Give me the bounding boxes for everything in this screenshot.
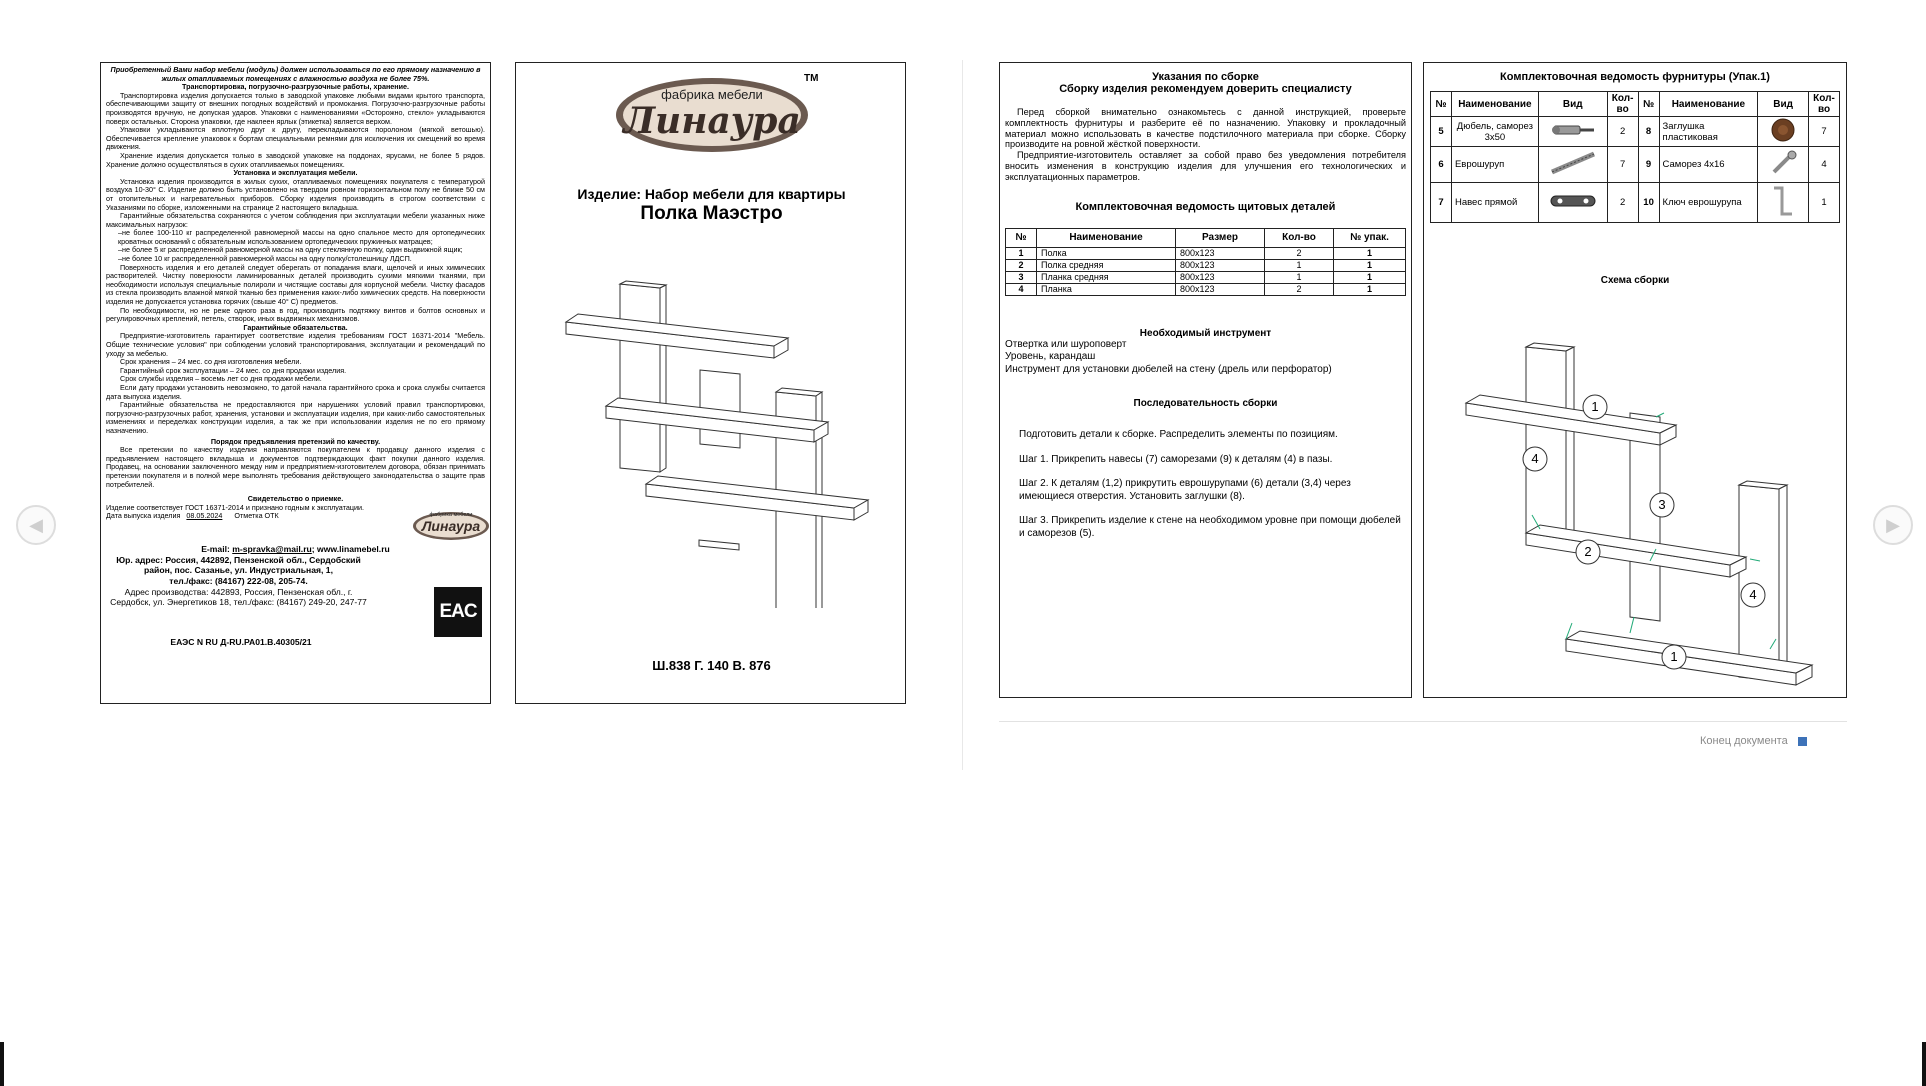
col-header: Размер bbox=[1176, 228, 1265, 247]
tools-title: Необходимый инструмент bbox=[1139, 327, 1272, 339]
assembly-intro bbox=[1005, 107, 1406, 183]
col-header: Вид bbox=[1538, 92, 1607, 117]
cell: Полка bbox=[1037, 247, 1176, 259]
panels-table-title: Комплектовочная ведомость щитовых деталей bbox=[1075, 200, 1336, 213]
cell: 7 bbox=[1431, 183, 1452, 223]
hex-key-icon bbox=[1758, 183, 1809, 223]
cell: 1 bbox=[1334, 247, 1406, 259]
cell: 8 bbox=[1638, 117, 1659, 147]
panels-table bbox=[1005, 228, 1406, 296]
cell: 1 bbox=[1334, 271, 1406, 283]
paragraph: Срок службы изделия – восемь лет со дня продажи мебели. bbox=[120, 374, 322, 384]
col-header: № bbox=[1431, 92, 1452, 117]
heading-warranty: Гарантийные обязательства. bbox=[243, 322, 348, 332]
cell: 800х123 bbox=[1176, 283, 1265, 295]
scheme-label-1b: 1 bbox=[1670, 649, 1678, 664]
tool-item: Уровень, карандаш bbox=[1005, 351, 1096, 363]
step-item: Шаг 2. К деталям (1,2) прикрутить еврошурупами (6) детали (3,4) через имеющиеся отверстия. Установить заглушки (8). bbox=[1019, 478, 1351, 502]
paragraph: По необходимости, но не реже одного раза в год, производить подтяжку винтов и болтов основных и регулировочных креплений, петель, створок, иных выдвижных механизмов. bbox=[106, 305, 485, 324]
lead-paragraph: Приобретенный Вами набор мебели (модуль) должен использоваться по его прямому назначению в жилых отапливаемых помещениях с влажностью воздуха не более 75%. bbox=[110, 65, 481, 83]
list-item: –не более 5 кг распределенной равномерной массы на одну стеклянную полку, один выдвижной ящик; bbox=[118, 245, 463, 255]
col-header: Наименование bbox=[1659, 92, 1758, 117]
col-header: Кол-во bbox=[1607, 92, 1638, 117]
cell: 800х123 bbox=[1176, 271, 1265, 283]
paragraph: Гарантийные обязательства сохраняются с учетом соблюдения при эксплуатации мебели указанных ниже максимальных нагрузок: bbox=[106, 211, 485, 229]
cell: 10 bbox=[1638, 183, 1659, 223]
cell: Полка средняя bbox=[1037, 259, 1176, 271]
scheme-label-3: 3 bbox=[1658, 497, 1666, 512]
self-tapping-screw-icon bbox=[1758, 147, 1809, 183]
step-item: Подготовить детали к сборке. Распределить элементы по позициям. bbox=[1019, 429, 1338, 441]
product-line: Изделие: Набор мебели для квартиры bbox=[577, 186, 846, 202]
window-edge-right bbox=[1922, 1042, 1926, 1086]
paragraph: Транспортировка изделия допускается только в заводской упаковке любыми видами крытого транспорта, обеспечивающими защиту от внешних погодных воздействий и промокания. Погрузочно-разгрузочные работы производятся вручную, не допуская ударов. Упаковки с наименованиями «Осторожно, стекло» укладываются поверх остальных. Сторона упаковки, где наклеен ярлык (этикетка) является верхом. bbox=[106, 90, 485, 126]
cell: 7 bbox=[1607, 147, 1638, 183]
cell: Заглушка пластиковая bbox=[1659, 117, 1758, 147]
small-logo-brand: Линаура bbox=[421, 518, 481, 535]
chevron-left-icon: ◀ bbox=[29, 515, 43, 535]
cell: 7 bbox=[1809, 117, 1840, 147]
heading-claims: Порядок предъявления претензий по качеству. bbox=[210, 436, 381, 446]
cell: Планка bbox=[1037, 283, 1176, 295]
end-of-document-text: Конец документа bbox=[1700, 735, 1788, 747]
col-header: Наименование bbox=[1037, 228, 1176, 247]
end-square-icon bbox=[1798, 737, 1807, 746]
product-dimensions: Ш.838 Г. 140 В. 876 bbox=[652, 658, 771, 673]
hardware-table bbox=[1430, 91, 1840, 223]
cell: 4 bbox=[1809, 147, 1840, 183]
document-page-4 bbox=[1423, 62, 1847, 698]
document-page-3 bbox=[999, 62, 1412, 698]
paragraph: Поверхность изделия и его деталей следует оберегать от попадания влаги, щелочей и иных химических растворителей. Чистку поверхности ламинированных деталей производить сухими мягкими тканями, при необходимости используя специальные полироли и чистящие составы для корпусной мебели. Чистку фасадов из стекла производить влажной мягкой тканью без применения каких-либо химических средств. На поверхности изделия не допускается установка горячих (свыше 40° С) предметов. bbox=[106, 262, 485, 307]
paragraph: Установка изделия производится в жилых сухих, отапливаемых помещениях покупателя с температурой воздуха 10-30° С. Изделие должно быть установлено на твердом ровном горизонтальном полу не ближе 50 см от отопительных и нагревательных приборов. Сборку изделия производить в строгом соответствии с Указаниями по сборке, изложенными на странице 2 настоящего вкладыша. bbox=[106, 176, 485, 212]
table-header-row bbox=[1431, 92, 1840, 117]
website-link[interactable]: www.linamebel.ru bbox=[317, 544, 390, 555]
intro-paragraph: Предприятие-изготовитель оставляет за собой право без уведомления потребителя вносить изменения в конструкцию изделия для улучшения его технологических и эксплуатационных параметров. bbox=[1005, 150, 1406, 182]
straight-hanger-icon bbox=[1538, 183, 1607, 223]
col-header: Вид bbox=[1758, 92, 1809, 117]
table-header-row bbox=[1006, 228, 1406, 247]
legal-address: Юр. адрес: Россия, 442892, Пензенской обл., Сердобский район, пос. Сазанье, ул. Индустриальная, 1, bbox=[116, 554, 361, 576]
small-logo bbox=[411, 508, 491, 542]
tool-item: Инструмент для установки дюбелей на стену (дрель или перфоратор) bbox=[1005, 363, 1332, 375]
col-header: Наименование bbox=[1451, 92, 1538, 117]
intro-paragraph: Перед сборкой внимательно ознакомьтесь с данной инструкцией, проверьте комплектность фурнитуры и разберите её по назначению. Упаковку и прокладочный материал можно использовать в качестве подстилочного материала при сборке. Сборку производите на ровной жёсткой поверхности. bbox=[1005, 107, 1406, 150]
euroscrew-icon bbox=[1538, 147, 1607, 183]
small-logo-tagline: фабрика мебели bbox=[429, 512, 473, 519]
eac-certificate: ЕАЭС N RU Д-RU.РА01.В.40305/21 bbox=[170, 637, 312, 647]
assembly-subtitle: Сборку изделия рекомендуем доверить специалисту bbox=[1059, 83, 1352, 95]
table-row bbox=[1431, 147, 1840, 183]
heading-transport: Транспортировка, погрузочно-разгрузочные работы, хранение. bbox=[181, 82, 410, 92]
document-page-1 bbox=[100, 62, 491, 704]
release-date-label: Дата выпуска изделия bbox=[106, 511, 181, 521]
sequence-title: Последовательность сборки bbox=[1133, 398, 1278, 410]
chevron-right-icon: ▶ bbox=[1886, 515, 1900, 535]
scheme-label-4b: 4 bbox=[1749, 587, 1757, 602]
end-of-document bbox=[1700, 735, 1807, 747]
otk-label: Отметка ОТК bbox=[234, 511, 279, 521]
trademark-mark: TM bbox=[804, 73, 819, 84]
cell: 1 bbox=[1006, 247, 1037, 259]
scheme-label-4: 4 bbox=[1531, 451, 1539, 466]
paragraph: Гарантийные обязательства не предоставляются при нарушениях условий правил транспортировки, погрузочно-разгрузочных работ, хранения, установки и эксплуатации изделия, при каких-либо самостоятельных изменениях и переделках конструкции изделия, а так же при использовании изделия не по его прямому назначению. bbox=[106, 400, 485, 435]
certificate-text: Изделие соответствует ГОСТ 16371-2014 и признано годным к эксплуатации. bbox=[106, 502, 364, 512]
brand-logo-tagline: фабрика мебели bbox=[661, 87, 763, 102]
brand-logo bbox=[614, 73, 819, 154]
cell: 4 bbox=[1006, 283, 1037, 295]
tool-item: Отвертка или шуроповерт bbox=[1005, 338, 1127, 350]
col-header: Кол-во bbox=[1809, 92, 1840, 117]
cell: 5 bbox=[1431, 117, 1452, 147]
cell: Дюбель, саморез 3х50 bbox=[1451, 117, 1538, 147]
list-item: –не более 100-110 кг распределенной равномерной массы на одно спальное место для ортопедических кроватных оснований с обязательным использованием ортопедических пружинных матрацев; bbox=[118, 228, 485, 246]
next-page-button[interactable] bbox=[1873, 505, 1913, 545]
col-header: № упак. bbox=[1334, 228, 1406, 247]
document-page-2 bbox=[515, 62, 906, 704]
paragraph: Хранение изделия допускается только в заводской упаковке на поддонах, ярусами, не более 5 рядов. Хранение должно осуществляться в сухих отапливаемых помещениях. bbox=[106, 150, 485, 169]
paragraph: Упаковки укладываются вплотную друг к другу, перекладываются поролоном (мягкой ветошью). Обеспечивается крепление упаковок к бортам специальными ремнями для исключения их смещений во время движения. bbox=[106, 125, 485, 152]
heading-install: Установка и эксплуатация мебели. bbox=[233, 168, 358, 178]
cell: 2 bbox=[1265, 247, 1334, 259]
cell: 1 bbox=[1265, 271, 1334, 283]
step-item: Шаг 1. Прикрепить навесы (7) саморезами (9) к деталям (4) в пазы. bbox=[1019, 453, 1333, 465]
table-row bbox=[1006, 283, 1406, 295]
phone-fax: тел./факс: (84167) 222-08, 205-74. bbox=[169, 576, 308, 587]
table-row bbox=[1006, 259, 1406, 271]
scheme-label-1: 1 bbox=[1591, 399, 1599, 414]
cell: Навес прямой bbox=[1451, 183, 1538, 223]
table-row bbox=[1006, 247, 1406, 259]
cell: 1 bbox=[1809, 183, 1840, 223]
cell: 800х123 bbox=[1176, 247, 1265, 259]
paragraph: Гарантийный срок эксплуатации – 24 мес. со дня продажи изделия. bbox=[120, 365, 347, 375]
contacts-block: E-mail: m-spravka@mail.ru; www.linamebel.ru Юр. адрес: Россия, 442892, Пензенской обл., Сердобский район, пос. Сазанье, ул. Индустриальная, 1, тел./факс: (84167) 222-08, 205-74. Адрес производства: 442893, Россия, Пензенская обл., г. Сердобск, ул. Энергетиков 18, тел./факс: (84167) 249-20, 247-77 bbox=[106, 544, 485, 608]
scheme-label-2: 2 bbox=[1584, 544, 1592, 559]
steps-list bbox=[1005, 429, 1406, 540]
paragraph: Все претензии по качеству изделия направляются покупателем к продавцу данного изделия с предъявлением настоящего вкладыша и документов подтверждающих факт покупки данного изделия. Продавец, на основании заключенного между ним и предприятием-изготовителем договора, обязан принимать претензии покупателя и в полной мере выполнять требования действующего законодательства о защите прав потребителей. bbox=[106, 445, 485, 489]
assembly-title: Указания по сборке bbox=[1152, 71, 1259, 83]
release-row bbox=[106, 512, 485, 542]
product-name: Полка Маэстро bbox=[640, 203, 783, 224]
table-row bbox=[1431, 117, 1840, 147]
brand-logo-name: Линаура bbox=[623, 100, 801, 142]
cell: 2 bbox=[1006, 259, 1037, 271]
scheme-title: Схема сборки bbox=[1600, 275, 1670, 286]
cell: 1 bbox=[1265, 259, 1334, 271]
plastic-cap-icon bbox=[1758, 117, 1809, 147]
spread-divider bbox=[962, 60, 963, 770]
assembly-scheme bbox=[1424, 333, 1848, 693]
col-header: № bbox=[1638, 92, 1659, 117]
table-row bbox=[1006, 271, 1406, 283]
cell: 800х123 bbox=[1176, 259, 1265, 271]
list-item: –не более 10 кг распределенной равномерной массы на одну полку/столешницу ЛДСП. bbox=[118, 254, 412, 264]
paragraph: Если дату продажи установить невозможно, то датой начала гарантийного срока и срока службы считается дата выпуска изделия. bbox=[106, 382, 485, 401]
cell: 2 bbox=[1265, 283, 1334, 295]
cell: Ключ еврошурупа bbox=[1659, 183, 1758, 223]
prev-page-button[interactable] bbox=[16, 505, 56, 545]
paragraph: Предприятие-изготовитель гарантирует соответствие изделия требованиям ГОСТ 16371-2014 "Мебель. Общие технические условия" при соблюдении условий транспортирования, эксплуатации и рекомендаций по уходу за мебелью. bbox=[106, 331, 485, 358]
cell: 2 bbox=[1607, 117, 1638, 147]
cell: 3 bbox=[1006, 271, 1037, 283]
email-link[interactable]: m-spravka@mail.ru bbox=[232, 544, 312, 555]
cell: 9 bbox=[1638, 147, 1659, 183]
paragraph: Срок хранения – 24 мес. со дня изготовления мебели. bbox=[120, 357, 302, 367]
cell: Планка средняя bbox=[1037, 271, 1176, 283]
shelf-illustration bbox=[516, 268, 907, 608]
col-header: Кол-во bbox=[1265, 228, 1334, 247]
page-1-text bbox=[106, 66, 485, 512]
production-address: Адрес производства: 442893, Россия, Пензенская обл., г. Сердобск, ул. Энергетиков 18, тел./факс: (84167) 249-20, 247-77 bbox=[110, 586, 367, 608]
release-date-value: 08.05.2024 bbox=[186, 511, 223, 521]
eac-mark-icon bbox=[434, 587, 482, 637]
cell: Еврошуруп bbox=[1451, 147, 1538, 183]
tools-list bbox=[1005, 339, 1406, 377]
footer-rule bbox=[999, 721, 1847, 722]
hardware-table-title: Комплектовочная ведомость фурнитуры (Упак.1) bbox=[1500, 71, 1770, 83]
dowel-screw-icon bbox=[1538, 117, 1607, 147]
step-item: Шаг 3. Прикрепить изделие к стене на необходимом уровне при помощи дюбелей и саморезов (5). bbox=[1019, 515, 1401, 539]
cell: 1 bbox=[1334, 259, 1406, 271]
col-header: № bbox=[1006, 228, 1037, 247]
cell: 6 bbox=[1431, 147, 1452, 183]
eac-mark-text: EAC bbox=[439, 601, 477, 622]
table-row bbox=[1431, 183, 1840, 223]
heading-certificate: Свидетельство о приемке. bbox=[247, 494, 344, 504]
cell: 2 bbox=[1607, 183, 1638, 223]
cell: 1 bbox=[1334, 283, 1406, 295]
cell: Саморез 4х16 bbox=[1659, 147, 1758, 183]
email-label: E-mail: bbox=[201, 544, 230, 555]
window-edge-left bbox=[0, 1042, 4, 1086]
